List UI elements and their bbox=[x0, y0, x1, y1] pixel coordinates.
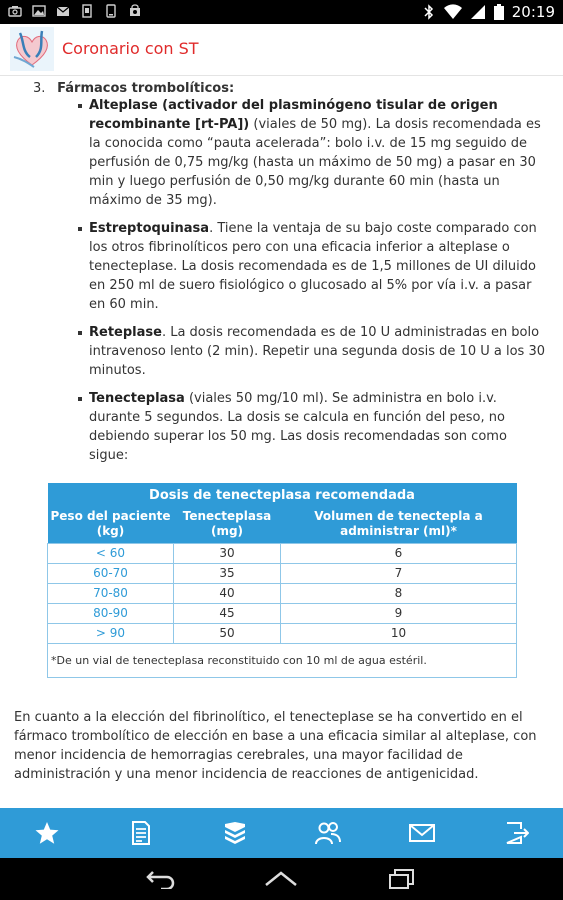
back-button[interactable] bbox=[140, 866, 180, 892]
app-bar bbox=[0, 24, 563, 76]
table-row bbox=[48, 584, 517, 604]
content-scroll-area[interactable] bbox=[0, 77, 563, 794]
library-button[interactable] bbox=[215, 813, 255, 853]
table-cell: 10 bbox=[281, 624, 517, 644]
bluetooth-icon bbox=[422, 4, 436, 20]
table-cell: 40 bbox=[174, 584, 281, 604]
document-icon bbox=[128, 820, 154, 846]
table-cell: 80-90 bbox=[48, 604, 174, 624]
drug-name: Reteplase bbox=[89, 325, 162, 340]
table-row bbox=[48, 624, 517, 644]
table-cell: 60-70 bbox=[48, 564, 174, 584]
system-status bbox=[422, 3, 555, 21]
status-bar bbox=[0, 0, 563, 24]
drug-description: (viales de 50 mg). La dosis recomendada es la conocida como “pauta acelerada”: bolo i.v. de 15 mg seguido de perfusión de 0,75 mg/kg (hasta un máximo de 50 mg) a pasar en 30 min y luego perfusión de 0,50 mg/kg durante 60 min (hasta un máximo de 35 mg). bbox=[89, 117, 541, 208]
home-icon bbox=[263, 869, 299, 889]
books-icon bbox=[222, 820, 248, 846]
drug-name: Alteplase (activador del plasminógeno tisular de origen recombinante [rt-PA]) bbox=[89, 98, 498, 132]
table-cell: 50 bbox=[174, 624, 281, 644]
table-cell: 9 bbox=[281, 604, 517, 624]
battery-icon bbox=[494, 4, 504, 20]
recents-button[interactable] bbox=[382, 866, 422, 892]
contacts-button[interactable] bbox=[308, 813, 348, 853]
table-header: Volumen de tenectepla a administrar (ml)* bbox=[281, 507, 517, 544]
table-cell: 7 bbox=[281, 564, 517, 584]
file-icon bbox=[80, 4, 94, 18]
recents-icon bbox=[387, 868, 417, 890]
table-caption: Dosis de tenecteplasa recomendada bbox=[48, 483, 517, 507]
list-item bbox=[89, 96, 549, 210]
table-cell: > 90 bbox=[48, 624, 174, 644]
heart-logo-icon[interactable] bbox=[10, 27, 54, 71]
section-title: Fármacos trombolíticos: bbox=[57, 81, 235, 96]
exit-button[interactable] bbox=[496, 813, 536, 853]
conclusion-paragraph: En cuanto a la elección del fibrinolítico, el tenecteplase se ha convertido en el fármaco trombolítico de elección en base a una eficacia similar al alteplase, con menor incidencia de hemorragias cerebrales, una mayor facilidad de administración y una menor incidencia de reacciones de antigenicidad. bbox=[14, 710, 537, 782]
drug-list bbox=[89, 96, 549, 474]
dose-table bbox=[47, 483, 517, 678]
table-cell: 70-80 bbox=[48, 584, 174, 604]
list-item bbox=[89, 219, 549, 314]
image-icon bbox=[32, 4, 46, 18]
table-footnote: *De un vial de tenecteplasa reconstituido con 10 ml de agua estéril. bbox=[48, 644, 517, 678]
table-header: Peso del paciente (kg) bbox=[48, 507, 174, 544]
mail-icon bbox=[409, 820, 435, 846]
list-item bbox=[89, 323, 549, 380]
app-title: Coronario con ST bbox=[62, 39, 199, 58]
notification-icons bbox=[8, 4, 142, 18]
section-number: 3. bbox=[33, 81, 46, 96]
mail-button[interactable] bbox=[402, 813, 442, 853]
camera-icon bbox=[8, 4, 22, 18]
home-button[interactable] bbox=[261, 866, 301, 892]
clock: 20:19 bbox=[511, 3, 555, 21]
table-cell: < 60 bbox=[48, 544, 174, 564]
dose-table-container bbox=[47, 483, 517, 678]
table-header: Tenecteplasa (mg) bbox=[174, 507, 281, 544]
drug-description: (viales 50 mg/10 ml). Se administra en bolo i.v. durante 5 segundos. La dosis se calcula en función del peso, no debiendo superar los 50 mg. Las dosis recomendadas son como sigue: bbox=[89, 391, 507, 463]
phone-icon bbox=[104, 4, 118, 18]
table-cell: 6 bbox=[281, 544, 517, 564]
bottom-toolbar bbox=[0, 808, 563, 858]
list-item bbox=[89, 389, 549, 465]
table-cell: 8 bbox=[281, 584, 517, 604]
back-icon bbox=[143, 869, 177, 889]
table-cell: 35 bbox=[174, 564, 281, 584]
table-row bbox=[48, 564, 517, 584]
star-icon bbox=[34, 820, 60, 846]
contacts-icon bbox=[315, 820, 341, 846]
email-icon bbox=[56, 4, 70, 18]
table-cell: 45 bbox=[174, 604, 281, 624]
drug-name: Estreptoquinasa bbox=[89, 221, 210, 236]
drug-description: . Tiene la ventaja de su bajo coste comparado con los otros fibrinolíticos pero con una eficacia inferior a alteplase o tenecteplase. La dosis recomendada es de 1,5 millones de UI diluido en 250 ml de suero fisiológico o glucosado al 5% por vía i.v. a pasar en 60 min. bbox=[89, 221, 537, 312]
table-cell: 30 bbox=[174, 544, 281, 564]
signal-icon bbox=[470, 4, 486, 20]
wifi-icon bbox=[444, 4, 462, 20]
store-icon bbox=[128, 4, 142, 18]
system-nav-bar bbox=[0, 858, 563, 900]
table-row bbox=[48, 604, 517, 624]
favorites-button[interactable] bbox=[27, 813, 67, 853]
exit-icon bbox=[503, 820, 529, 846]
document-button[interactable] bbox=[121, 813, 161, 853]
drug-description: . La dosis recomendada es de 10 U administradas en bolo intravenoso lento (2 min). Repetir una segunda dosis de 10 U a los 30 minutos. bbox=[89, 325, 545, 378]
table-row bbox=[48, 544, 517, 564]
drug-name: Tenecteplasa bbox=[89, 391, 185, 406]
